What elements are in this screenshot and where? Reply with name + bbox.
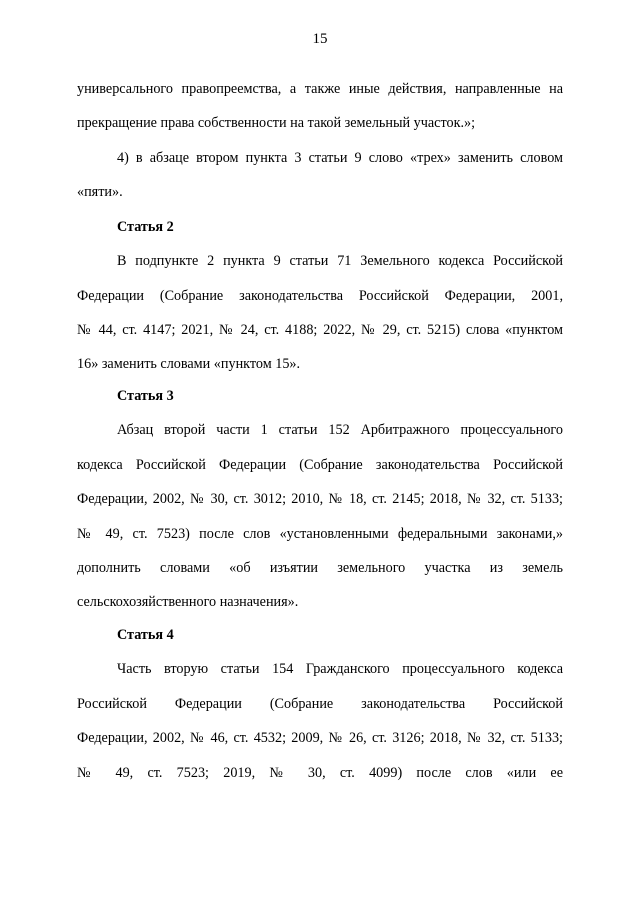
text-line: дополнить словами «об изъятии земельного участка из земель bbox=[77, 560, 563, 576]
text-line: В подпункте 2 пункта 9 статьи 71 Земельного кодекса Российской bbox=[117, 253, 563, 269]
text-line: № 49, ст. 7523) после слов «установленными федеральными законами,» bbox=[77, 526, 563, 542]
text-line: 4) в абзаце втором пункта 3 статьи 9 слово «трех» заменить словом bbox=[117, 150, 563, 166]
text-line: Абзац второй части 1 статьи 152 Арбитражного процессуального bbox=[117, 422, 563, 438]
text-line: № 44, ст. 4147; 2021, № 24, ст. 4188; 2022, № 29, ст. 5215) слова «пунктом bbox=[77, 322, 563, 338]
article-heading: Статья 4 bbox=[117, 627, 174, 643]
page-number: 15 bbox=[312, 31, 328, 47]
text-line: Федерации, 2002, № 30, ст. 3012; 2010, № 18, ст. 2145; 2018, № 32, ст. 5133; bbox=[77, 491, 563, 507]
text-line: Федерации, 2002, № 46, ст. 4532; 2009, № 26, ст. 3126; 2018, № 32, ст. 5133; bbox=[77, 730, 563, 746]
text-line: универсального правопреемства, а также иные действия, направленные на bbox=[77, 81, 563, 97]
article-heading: Статья 3 bbox=[117, 388, 174, 404]
text-line: «пяти». bbox=[77, 184, 123, 200]
text-line: Федерации (Собрание законодательства Российской Федерации, 2001, bbox=[77, 288, 563, 304]
text-line: Российской Федерации (Собрание законодательства Российской bbox=[77, 696, 563, 712]
article-heading: Статья 2 bbox=[117, 219, 174, 235]
text-line: сельскохозяйственного назначения». bbox=[77, 594, 299, 610]
text-line: № 49, ст. 7523; 2019, № 30, ст. 4099) после слов «или ее bbox=[77, 765, 563, 781]
text-line: Часть вторую статьи 154 Гражданского процессуального кодекса bbox=[117, 661, 563, 677]
text-line: прекращение права собственности на такой земельный участок.»; bbox=[77, 115, 476, 131]
text-line: 16» заменить словами «пунктом 15». bbox=[77, 356, 301, 372]
text-line: кодекса Российской Федерации (Собрание законодательства Российской bbox=[77, 457, 563, 473]
